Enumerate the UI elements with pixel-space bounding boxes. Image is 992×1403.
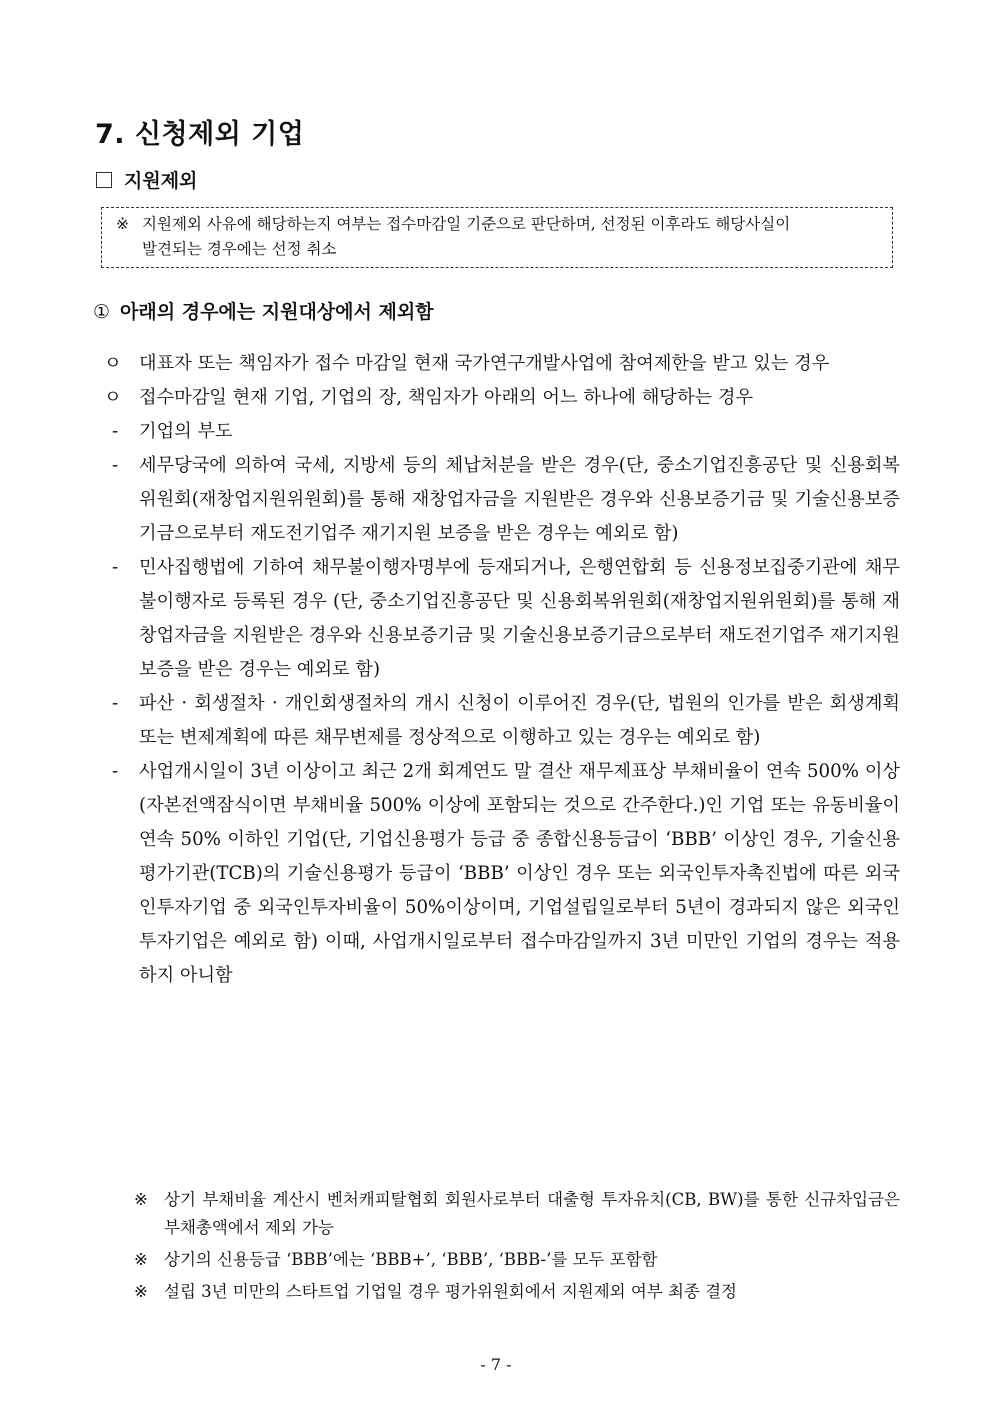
list-item (104, 449, 900, 551)
dash-bullet: - (112, 421, 119, 442)
list-item (104, 551, 900, 687)
notes-list (134, 1186, 900, 1310)
subheading-label: 지원제외 (124, 170, 198, 192)
reference-mark-icon: ※ (134, 1190, 148, 1209)
dash-bullet: - (112, 557, 119, 578)
section-label: 아래의 경우에는 지원대상에서 제외함 (120, 301, 434, 323)
reference-mark-icon: ※ (134, 1282, 148, 1301)
list-item (104, 687, 900, 755)
notice-line-2: 발견되는 경우에는 선정 취소 (142, 240, 337, 258)
reference-mark-icon: ※ (134, 1250, 148, 1269)
dash-bullet: - (112, 693, 119, 714)
notice-line-1 (116, 212, 882, 237)
page-title: 7. 신청제외 기업 (95, 119, 305, 150)
exclusion-list (104, 347, 900, 993)
dash-bullet: - (112, 761, 119, 782)
list-item (104, 755, 900, 993)
item-text: 접수마감일 현재 기업, 기업의 장, 책임자가 아래의 어느 하나에 해당하는 경우 (139, 387, 754, 408)
note-item (134, 1186, 900, 1242)
note-text: 상기 부채비율 계산시 벤처캐피탈협회 회원사로부터 대출형 투자유치(CB, BW)를 통한 신규차입금은 부채총액에서 제외 가능 (164, 1190, 900, 1237)
notice-text-1: 지원제외 사유에 해당하는지 여부는 접수마감일 기준으로 판단하며, 선정된 이후라도 해당사실이 (142, 215, 791, 233)
section-heading (93, 297, 434, 324)
item-text: 민사집행법에 기하여 채무불이행자명부에 등재되거나, 은행연합회 등 신용정보집중기관에 채무불이행자로 등록된 경우 (단, 중소기업진흥공단 및 신용회복위원회(재창업지원위원회)를 통해 재창업자금을 지원받은 경우와 신용보증기금 및 기술신용보증기금으로부터 재도전기업주 재기지원보증을 받은 경우는 예외로 함) (139, 557, 900, 680)
list-item (104, 347, 900, 381)
item-text: 기업의 부도 (139, 421, 233, 442)
subheading (96, 166, 197, 193)
note-item (134, 1278, 900, 1306)
note-text: 설립 3년 미만의 스타트업 기업일 경우 평가위원회에서 지원제외 여부 최종 결정 (164, 1282, 737, 1301)
note-text: 상기의 신용등급 ‘BBB’에는 ‘BBB+’, ‘BBB’, ‘BBB-’를 모두 포함함 (164, 1250, 658, 1269)
note-item (134, 1246, 900, 1274)
item-text: 사업개시일이 3년 이상이고 최근 2개 회계연도 말 결산 재무제표상 부채비율이 연속 500% 이상(자본전액잠식이면 부채비율 500% 이상에 포함되는 것으로 간주한다.)인 기업 또는 유동비율이 연속 50% 이하인 기업(단, 기업신용평가 등급 중 종합신용등급이 ‘BBB’ 이상인 경우, 기술신용평가기관(TCB)의 기술신용평가 등급이 ‘BBB’ 이상인 경우 또는 외국인투자촉진법에 따른 외국인투자기업 중 외국인투자비율이 50%이상이며, 기업설립일로부터 5년이 경과되지 않은 외국인투자기업은 예외로 함) 이때, 사업개시일로부터 접수마감일까지 3년 미만인 기업의 경우는 적용하지 아니함 (139, 761, 900, 986)
bullet: ㅇ (104, 387, 122, 408)
item-text: 세무당국에 의하여 국세, 지방세 등의 체납처분을 받은 경우(단, 중소기업진흥공단 및 신용회복위원회(재창업지원위원회)를 통해 재창업자금을 지원받은 경우와 신용보증기금 및 기술신용보증기금으로부터 재도전기업주 재기지원 보증을 받은 경우는 예외로 함) (139, 455, 900, 544)
section-number: ① (93, 301, 111, 323)
bullet: ㅇ (104, 353, 122, 374)
item-text: 파산 · 회생절차 · 개인회생절차의 개시 신청이 이루어진 경우(단, 법원의 인가를 받은 회생계획 또는 변제계획에 따른 채무변제를 정상적으로 이행하고 있는 경우는 예외로 함) (139, 693, 900, 748)
page-number: - 7 - (480, 1355, 512, 1374)
item-text: 대표자 또는 책임자가 접수 마감일 현재 국가연구개발사업에 참여제한을 받고 있는 경우 (139, 353, 830, 374)
empty-square-icon (96, 172, 112, 188)
list-item (104, 415, 900, 449)
notice-box (101, 207, 893, 268)
list-item (104, 381, 900, 415)
dash-bullet: - (112, 455, 119, 476)
reference-mark-icon: ※ (116, 215, 129, 233)
